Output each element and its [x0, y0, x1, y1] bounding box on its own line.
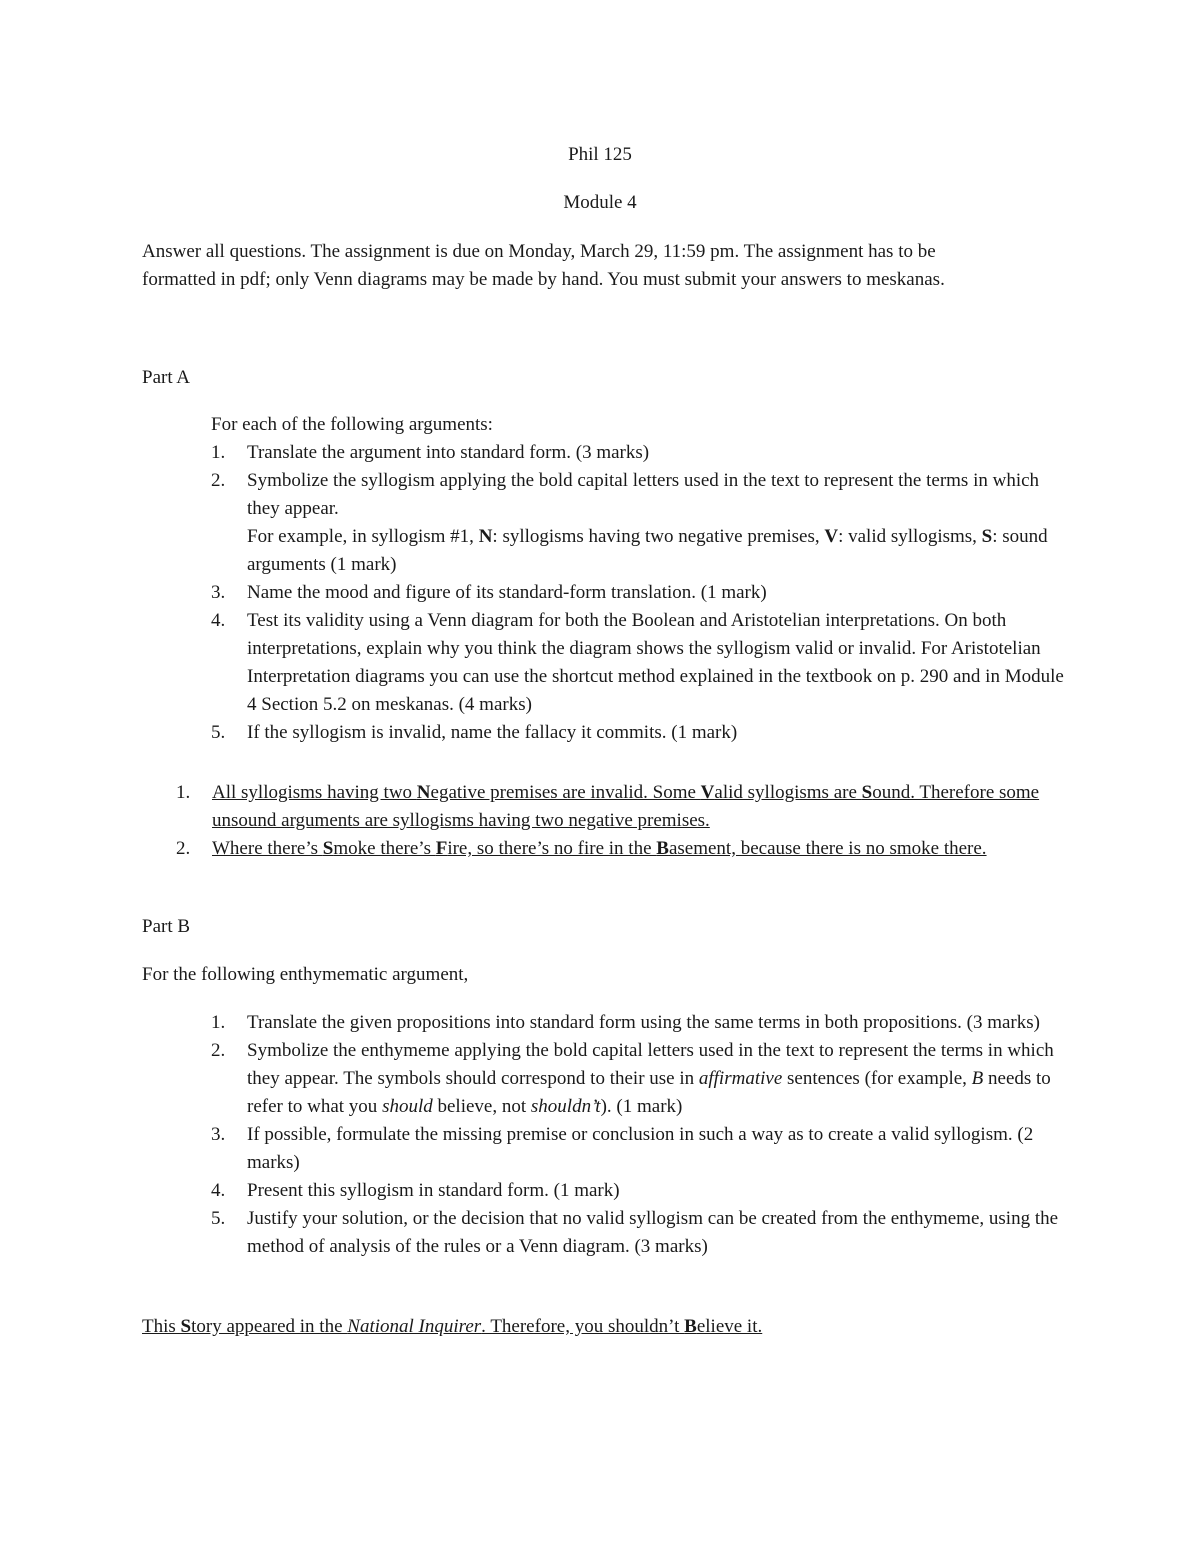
item-number: 5. [211, 722, 226, 743]
item-number: 3. [211, 582, 226, 603]
item-text: Translate the given propositions into standard form using the same terms in both propositions. (3 marks) [247, 1012, 1040, 1033]
list-item [211, 1037, 1067, 1121]
item-number: 1. [211, 442, 226, 463]
part-b-lead: For the following enthymematic argument, [142, 964, 469, 985]
item-number: 1. [211, 1012, 226, 1033]
item-number: 4. [211, 1180, 226, 1201]
list-item [211, 1009, 1067, 1037]
argument-item [176, 835, 1057, 863]
argument-text: All syllogisms having two Negative premises are invalid. Some Valid syllogisms are Sound. Therefore some unsound arguments are syllogisms having two negative premises. [212, 782, 1040, 831]
bold-letter-n: N [478, 526, 493, 547]
item-text: If possible, formulate the missing premise or conclusion in such a way as to create a valid syllogism. (2 marks) [247, 1124, 1034, 1173]
item-text: Test its validity using a Venn diagram for both the Boolean and Aristotelian interpretations. On both interpretations, explain why you think the diagram shows the syllogism valid or invalid. For Aristotelian Interpretation diagrams you can use the shortcut method explained in the textbook on p. 290 and in Module 4 Section 5.2 on meskanas. (4 marks) [247, 610, 1064, 715]
item-number: 1. [176, 782, 191, 803]
item-number: 5. [211, 1208, 226, 1229]
part-a-lead: For each of the following arguments: [211, 414, 493, 435]
list-item [211, 1177, 1067, 1205]
item-number: 3. [211, 1124, 226, 1145]
part-b-instructions [211, 1009, 1067, 1261]
list-item [211, 467, 1067, 579]
list-item [211, 1121, 1067, 1177]
item-text: Translate the argument into standard form. (3 marks) [247, 442, 650, 463]
item-text: If the syllogism is invalid, name the fallacy it commits. (1 mark) [247, 722, 738, 743]
item-text: Present this syllogism in standard form. (1 mark) [247, 1180, 620, 1201]
item-number: 2. [211, 1040, 226, 1061]
item-text: Name the mood and figure of its standard-form translation. (1 mark) [247, 582, 767, 603]
item-number: 2. [176, 838, 191, 859]
part-a-heading: Part A [142, 367, 191, 388]
argument-item [176, 779, 1057, 835]
item-text: Symbolize the enthymeme applying the bold capital letters used in the text to represent the terms in which they appear. The symbols should correspond to their use in affirmative sentences (for example, B needs to refer to what you should believe, not shouldn’t). (1 mark) [247, 1040, 1054, 1117]
course-title: Phil 125 [568, 144, 632, 165]
bold-letter-s: S [981, 526, 993, 547]
item-number: 4. [211, 610, 226, 631]
item-main-text: Symbolize the syllogism applying the bold capital letters used in the text to represent the terms in which they appear. [247, 470, 1040, 519]
list-item [211, 579, 1067, 607]
module-title: Module 4 [563, 192, 637, 213]
list-item [211, 719, 1067, 747]
item-text: Justify your solution, or the decision that no valid syllogism can be created from the enthymeme, using the method of analysis of the rules or a Venn diagram. (3 marks) [247, 1208, 1059, 1257]
part-a-instructions [211, 439, 1067, 747]
intro-line-1: Answer all questions. The assignment is due on Monday, March 29, 11:59 pm. The assignment has to be [142, 241, 936, 262]
bold-letter-v: V [824, 526, 839, 547]
list-item [211, 439, 1067, 467]
list-item [211, 1205, 1067, 1261]
item-number: 2. [211, 470, 226, 491]
item-text [247, 467, 1067, 579]
part-b-argument: This Story appeared in the National Inquirer. Therefore, you shouldn’t Believe it. [142, 1316, 763, 1337]
intro-line-2: formatted in pdf; only Venn diagrams may be made by hand. You must submit your answers to meskanas. [142, 269, 945, 290]
list-item [211, 607, 1067, 719]
part-a-arguments [176, 779, 1057, 863]
argument-text: Where there’s Smoke there’s Fire, so there’s no fire in the Basement, because there is no smoke there. [212, 838, 987, 859]
example-text: For example, in syllogism #1, N: syllogisms having two negative premises, V: valid syllogisms, S: sound arguments (1 mark) [247, 526, 1048, 575]
part-b-heading: Part B [142, 916, 191, 937]
intro-paragraph [142, 238, 1072, 294]
